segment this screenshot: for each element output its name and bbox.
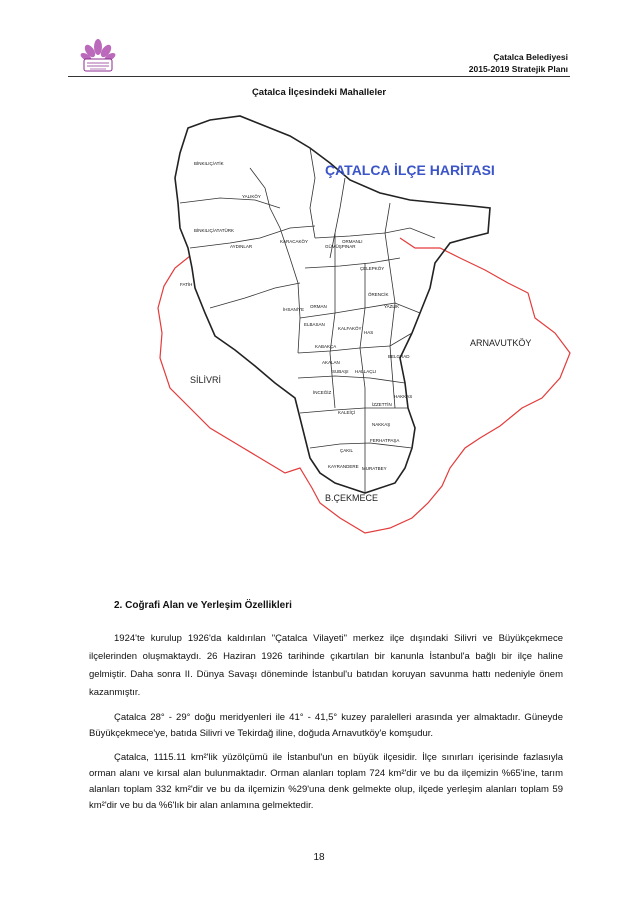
district-label: ELBASAN <box>304 322 325 327</box>
district-label: FERHATPAŞA <box>370 438 400 443</box>
district-label: KALFAKÖY <box>338 326 362 331</box>
district-label: FATİH <box>180 282 193 287</box>
district-label: AKALAN <box>322 360 340 365</box>
district-label: İZZETTİN <box>372 402 392 407</box>
header-plan: 2015-2019 Stratejik Planı <box>468 64 568 74</box>
header-org: Çatalca Belediyesi <box>493 52 568 62</box>
district-label: ORMANLI <box>342 239 363 244</box>
district-map <box>150 108 580 583</box>
header-divider <box>68 76 570 77</box>
neighbor-boundary <box>158 238 570 533</box>
district-label: KALEİÇİ <box>338 410 356 415</box>
district-label: NAKKAŞ <box>372 422 391 427</box>
district-label: İHSANİYE <box>283 307 305 312</box>
paragraph: Çatalca 28° - 29° doğu meridyenleri ile 41° - 41,5° kuzey paralelleri arasında yer almaktadır. Güneyde Büyükçekmece'ye, batıda Silivri ve Tekirdağ iline, doğuda Arnavutköy'e komşudur. <box>89 712 563 739</box>
neighbor-label-arnavutkoy: ARNAVUTKÖY <box>470 338 532 348</box>
district-label: YALIKÖY <box>242 194 261 199</box>
map-title: ÇATALCA İLÇE HARİTASI <box>325 162 495 178</box>
district-label: BELGRAD <box>388 354 410 359</box>
map-caption: Çatalca İlçesindeki Mahalleler <box>251 87 387 98</box>
section-title: 2. Coğrafi Alan ve Yerleşim Özellikleri <box>114 600 292 611</box>
district-label: AYDINLAR <box>230 244 253 249</box>
district-label: BİNKILIÇ/ATATÜRK <box>194 228 235 233</box>
district-label: YAZLIK <box>384 304 400 309</box>
district-label: BİNKILIÇ/ATİK <box>194 161 224 166</box>
paragraph: Çatalca, 1115.11 km²'lik yüzölçümü ile İstanbul'un en büyük ilçesidir. İlçe sınırları içerisinde fazlasıyla orman alanı ve kırsal alan bulunmaktadır. Orman alanları toplam 724 km²'dir ve bu da ilçemizin %65'ine, tarım alanları toplam 332 km²'dir ve bu da ilçemizin %29'una denk gelmekte olup, ilçede yerleşim alanları toplam 59 km²'dir ve bu da %6'lık bir alan anlamına gelmektedir. <box>89 752 563 811</box>
district-label: GÜMÜŞPINAR <box>325 244 356 249</box>
district-label: ÇELEPKÖY <box>360 266 385 271</box>
municipality-logo <box>78 37 118 77</box>
district-label: KAYRANDERE <box>328 464 359 469</box>
page-header <box>469 51 568 75</box>
district-label: HAS <box>364 330 374 335</box>
neighbor-label-bcekmece: B.ÇEKMECE <box>325 493 379 503</box>
district-label: MURATBEY <box>362 466 387 471</box>
paragraph: 1924'te kurulup 1926'da kaldırılan "Çatalca Vilayeti" merkez ilçe dışındaki Silivri ve Büyükçekmece ilçelerinden oluşmaktaydı. 26 Haziran 1926 tarihinde çıkartılan bir kanunla İstanbul'a bağlı bir ilçe haline gelmiştir. Daha sonra II. Dünya Savaşı döneminde İstanbul'u batıdan koruyan savunma hattı nedeniyle önem kazanmıştır. <box>89 633 563 698</box>
page-number: 18 <box>313 852 325 863</box>
district-label: ÇAKIL <box>340 448 354 453</box>
district-label: HALLAÇLI <box>355 369 377 374</box>
district-label: ÖRENCİK <box>368 292 389 297</box>
district-label: KARACAKÖY <box>280 239 309 244</box>
neighbor-label-silivri: SİLİVRİ <box>190 375 222 385</box>
district-label: HAKKAS <box>394 394 413 399</box>
district-label: SUBAŞI <box>332 369 349 374</box>
district-label: KABAKÇA <box>315 344 337 349</box>
district-label: İNCEĞİZ <box>313 390 332 395</box>
district-label: ORMAN <box>310 304 327 309</box>
